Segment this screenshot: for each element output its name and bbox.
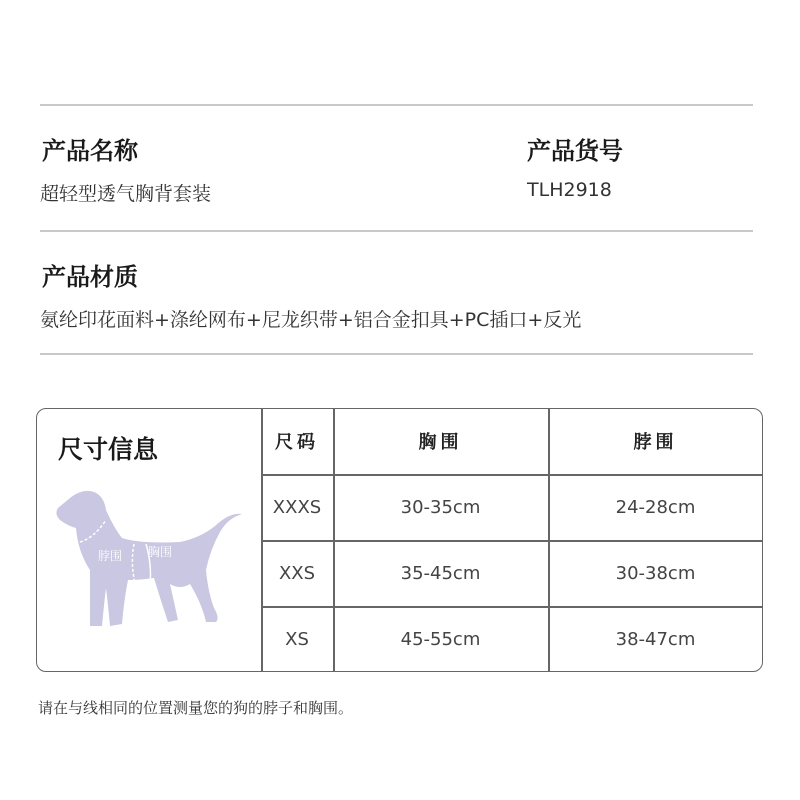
size-cell: XXS bbox=[278, 562, 316, 584]
product-code-label: 产品货号 bbox=[527, 137, 623, 165]
chest-cell: 30-35cm bbox=[400, 496, 481, 518]
divider bbox=[40, 353, 753, 355]
measurement-note: 请在与线相同的位置测量您的狗的脖子和胸围。 bbox=[38, 699, 354, 717]
size-cell: XXXS bbox=[272, 496, 322, 518]
neck-label: 脖围 bbox=[98, 549, 123, 563]
header-size: 尺码 bbox=[275, 432, 319, 453]
size-cell: XS bbox=[285, 628, 309, 650]
divider bbox=[40, 230, 753, 232]
divider bbox=[40, 104, 753, 106]
header-neck: 脖围 bbox=[633, 432, 678, 453]
size-info-title: 尺寸信息 bbox=[58, 435, 159, 464]
neck-cell: 38-47cm bbox=[615, 628, 696, 650]
product-code-value: TLH2918 bbox=[527, 179, 612, 201]
dog-diagram-icon bbox=[50, 480, 250, 640]
product-name-value: 超轻型透气胸背套装 bbox=[40, 183, 212, 205]
chest-cell: 45-55cm bbox=[400, 628, 481, 650]
material-value: 氨纶印花面料+涤纶网布+尼龙织带+铝合金扣具+PC插口+反光 bbox=[40, 309, 582, 331]
header-chest: 胸围 bbox=[418, 432, 463, 453]
chest-cell: 35-45cm bbox=[400, 562, 481, 584]
neck-cell: 24-28cm bbox=[615, 496, 696, 518]
product-name-label: 产品名称 bbox=[42, 137, 138, 165]
material-label: 产品材质 bbox=[42, 263, 138, 291]
chest-label: 胸围 bbox=[148, 545, 173, 559]
neck-cell: 30-38cm bbox=[615, 562, 696, 584]
